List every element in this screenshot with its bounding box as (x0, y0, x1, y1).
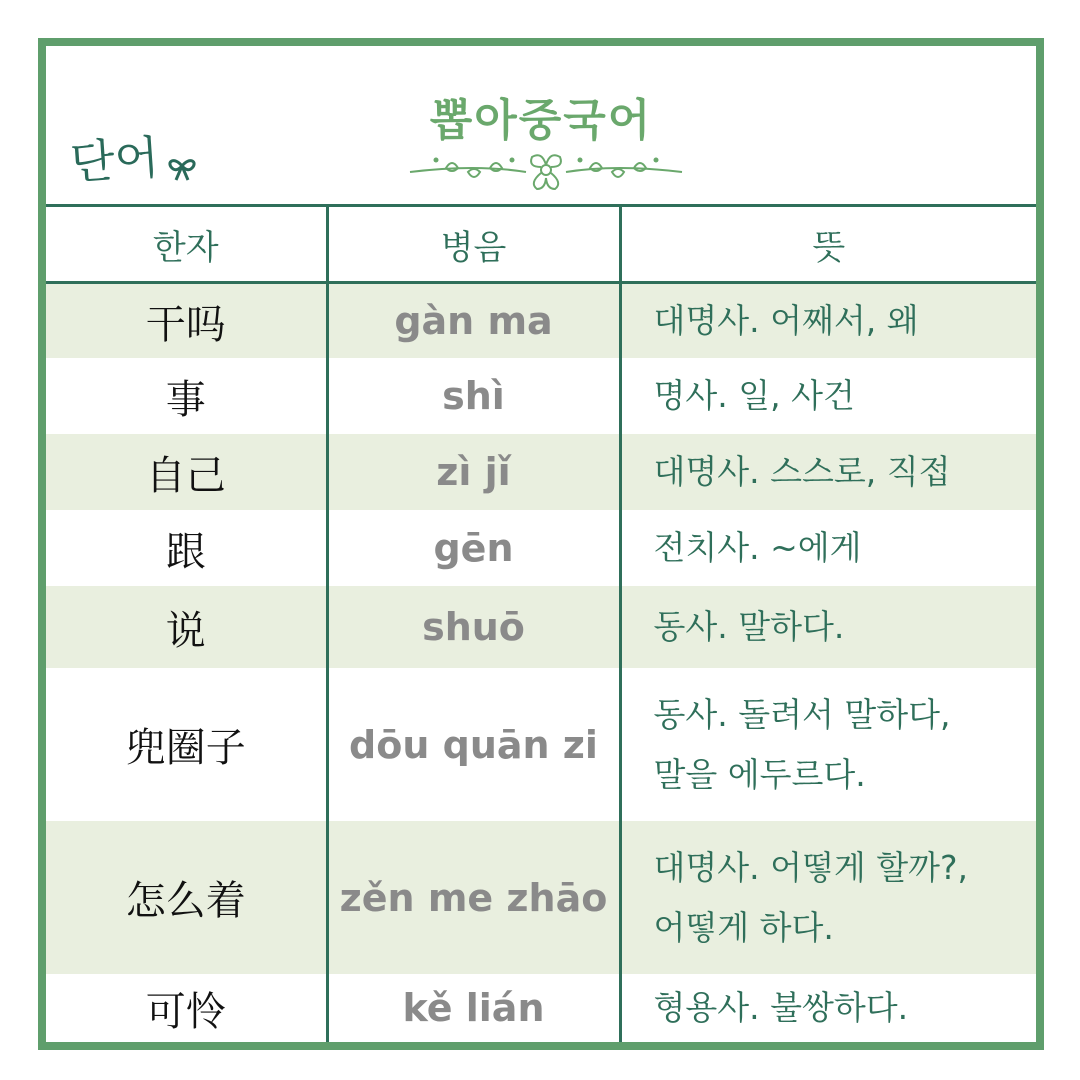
table-row (46, 821, 1036, 974)
column-header-pinyin: 병음 (327, 207, 620, 283)
table-row (46, 358, 1036, 434)
vocabulary-table (46, 207, 1036, 1042)
table-row (46, 434, 1036, 510)
pinyin-cell: gàn ma (327, 283, 620, 359)
pinyin-cell: dōu quān zi (327, 668, 620, 821)
card-header (46, 46, 1036, 207)
meaning-cell (620, 510, 1036, 586)
hanzi-cell: 自己 (46, 434, 327, 510)
vocabulary-card (38, 38, 1044, 1050)
hanzi-cell: 事 (46, 358, 327, 434)
meaning-line: 명사. 일, 사건 (653, 376, 855, 415)
pinyin-cell: gēn (327, 510, 620, 586)
column-header-hanzi: 한자 (46, 207, 327, 283)
hanzi-cell: 怎么着 (46, 821, 327, 974)
table-row (46, 283, 1036, 359)
meaning-cell (620, 434, 1036, 510)
meaning-cell (620, 358, 1036, 434)
hanzi-cell: 兜圈子 (46, 668, 327, 821)
meaning-line: 어떻게 하다. (653, 907, 834, 947)
meaning-cell (620, 586, 1036, 668)
meaning-cell (620, 668, 1036, 821)
pinyin-cell: kě lián (327, 974, 620, 1042)
meaning-cell (620, 821, 1036, 974)
table-row (46, 586, 1036, 668)
pinyin-cell: zěn me zhāo (327, 821, 620, 974)
hanzi-cell: 可怜 (46, 974, 327, 1042)
corner-label: 단어 (68, 129, 161, 191)
pinyin-cell: shì (327, 358, 620, 434)
pinyin-cell: zì jǐ (327, 434, 620, 510)
meaning-line: 대명사. 스스로, 직접 (653, 452, 951, 491)
meaning-line: 말을 에두르다. (653, 754, 866, 794)
table-row (46, 974, 1036, 1042)
floral-vine-divider-icon (406, 146, 686, 196)
meaning-line: 형용사. 불쌍하다. (653, 988, 909, 1027)
column-header-meaning: 뜻 (620, 207, 1036, 283)
meaning-line: 전치사. ~에게 (653, 528, 862, 567)
meaning-line: 동사. 돌려서 말하다, (653, 694, 951, 734)
hanzi-cell: 说 (46, 586, 327, 668)
bow-icon (164, 154, 200, 184)
table-header-row (46, 207, 1036, 283)
pinyin-cell: shuō (327, 586, 620, 668)
meaning-line: 대명사. 어째서, 왜 (653, 301, 919, 340)
table-row (46, 510, 1036, 586)
hanzi-cell: 跟 (46, 510, 327, 586)
meaning-line: 동사. 말하다. (653, 607, 845, 646)
brand-title: 뽑아중국어 (429, 95, 653, 146)
hanzi-cell: 干吗 (46, 283, 327, 359)
meaning-cell (620, 974, 1036, 1042)
table-row (46, 668, 1036, 821)
meaning-line: 대명사. 어떻게 할까?, (653, 847, 968, 887)
meaning-cell (620, 283, 1036, 359)
